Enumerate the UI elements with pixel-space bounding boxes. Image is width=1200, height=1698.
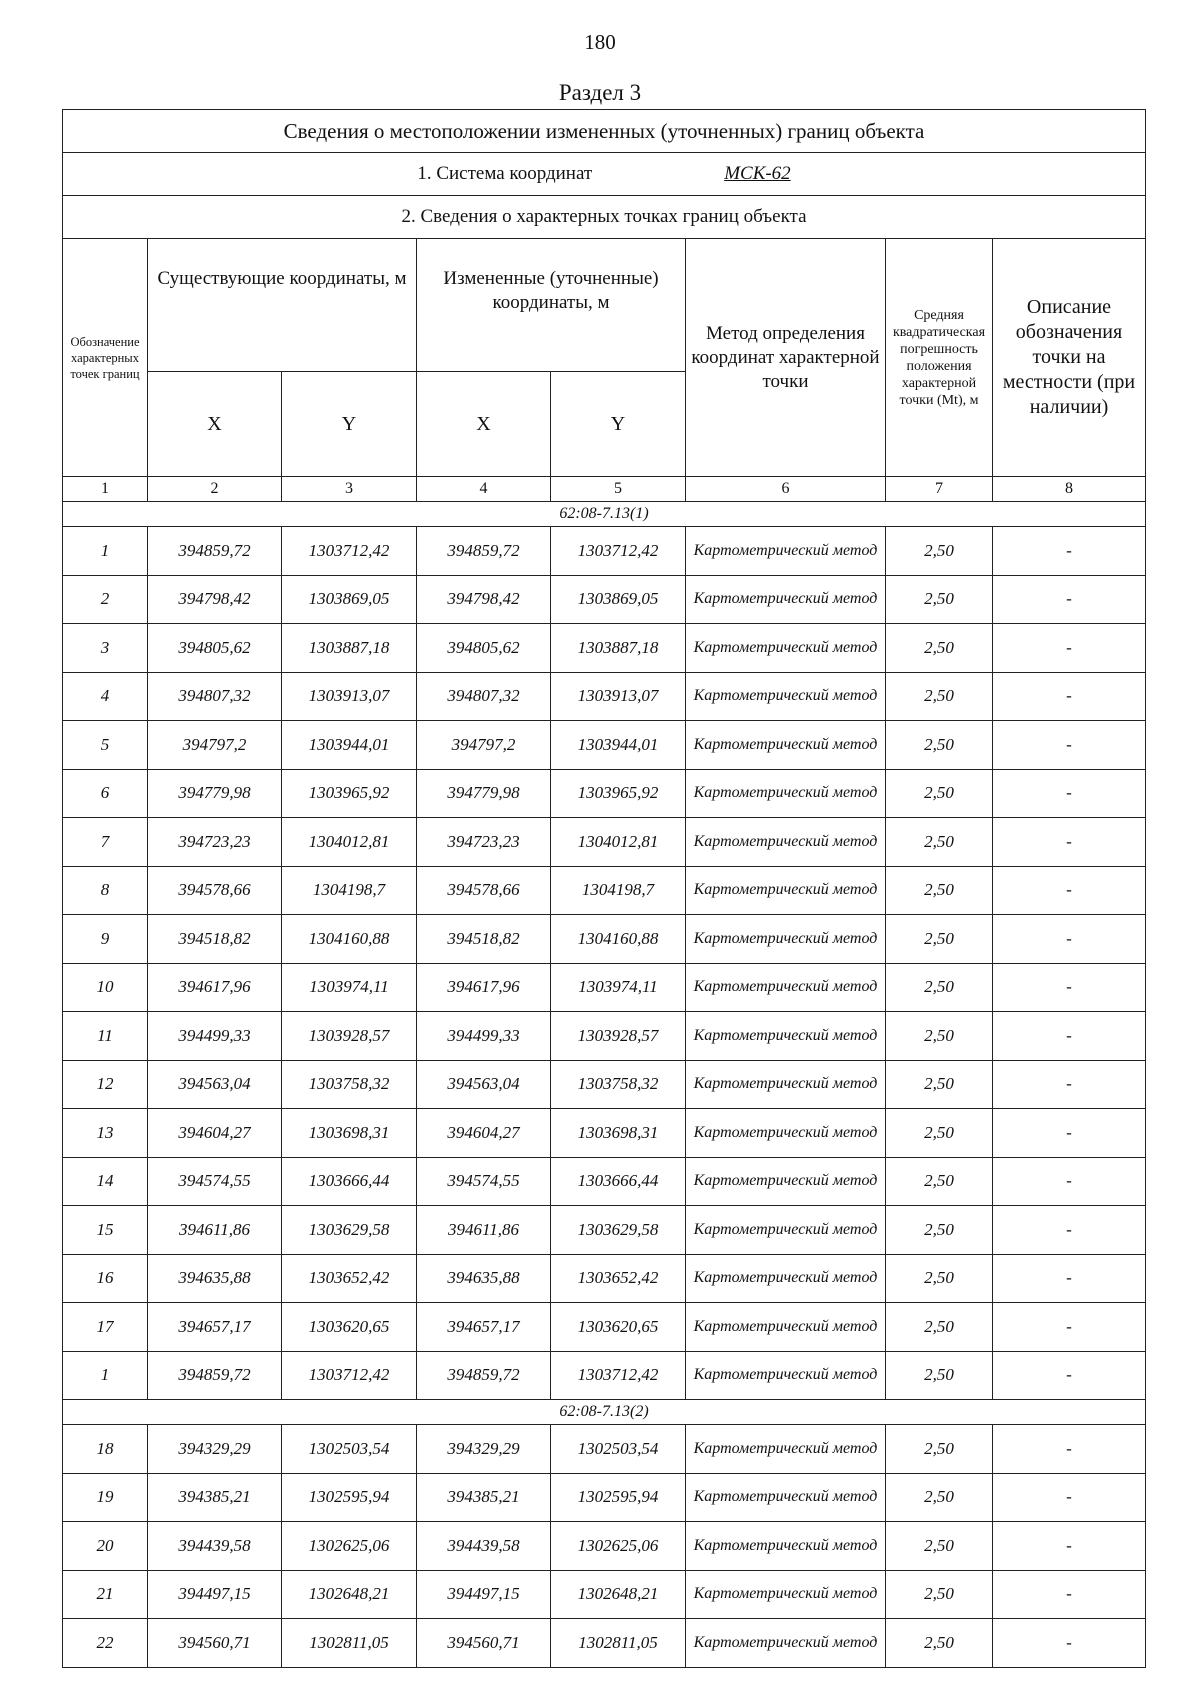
changed-y-cell: 1303629,58 [551,1206,686,1255]
existing-y-cell: 1303758,32 [282,1060,417,1109]
point-id-cell: 22 [63,1619,148,1668]
table-row [63,1351,1146,1400]
error-cell: 2,50 [886,769,993,818]
changed-y-cell: 1303698,31 [551,1109,686,1158]
point-id-cell: 15 [63,1206,148,1255]
changed-x-cell: 394859,72 [417,527,551,576]
column-number: 4 [417,477,551,502]
error-cell: 2,50 [886,672,993,721]
changed-y-cell: 1302648,21 [551,1570,686,1619]
method-cell: Картометрический метод [686,915,886,964]
changed-y-cell: 1303913,07 [551,672,686,721]
existing-y-cell: 1302503,54 [282,1425,417,1474]
existing-y-cell: 1303620,65 [282,1303,417,1352]
point-id-cell: 10 [63,963,148,1012]
coordinate-system-label: 1. Система координат [417,163,593,184]
existing-x-cell: 394329,29 [148,1425,282,1474]
description-cell: - [993,1351,1146,1400]
changed-x-cell: 394329,29 [417,1425,551,1474]
table-row [63,1303,1146,1352]
existing-y-cell: 1304012,81 [282,818,417,867]
description-cell: - [993,1473,1146,1522]
point-id-cell: 13 [63,1109,148,1158]
point-id-cell: 17 [63,1303,148,1352]
existing-y-cell: 1303928,57 [282,1012,417,1061]
existing-x-cell: 394807,32 [148,672,282,721]
group-row [63,1400,1146,1425]
method-cell: Картометрический метод [686,1157,886,1206]
description-cell: - [993,866,1146,915]
error-cell: 2,50 [886,1060,993,1109]
description-cell: - [993,818,1146,867]
description-cell: - [993,769,1146,818]
existing-y-cell: 1302811,05 [282,1619,417,1668]
description-cell: - [993,1012,1146,1061]
table-title: Сведения о местоположении измененных (уточненных) границ объекта [63,110,1146,153]
method-cell: Картометрический метод [686,672,886,721]
table-row [63,1109,1146,1158]
error-cell: 2,50 [886,1425,993,1474]
method-cell: Картометрический метод [686,866,886,915]
header-changed-x: X [417,372,551,477]
description-cell: - [993,1303,1146,1352]
point-id-cell: 11 [63,1012,148,1061]
point-id-cell: 6 [63,769,148,818]
error-cell: 2,50 [886,1303,993,1352]
changed-y-cell: 1303666,44 [551,1157,686,1206]
existing-x-cell: 394560,71 [148,1619,282,1668]
changed-x-cell: 394439,58 [417,1522,551,1571]
method-cell: Картометрический метод [686,1060,886,1109]
table-row [63,721,1146,770]
changed-y-cell: 1303869,05 [551,575,686,624]
point-id-cell: 3 [63,624,148,673]
existing-y-cell: 1303629,58 [282,1206,417,1255]
description-cell: - [993,1619,1146,1668]
header-method: Метод определения координат характерной точки [686,239,886,477]
group-name: 62:08-7.13(2) [63,1400,1146,1425]
error-cell: 2,50 [886,1157,993,1206]
existing-x-cell: 394499,33 [148,1012,282,1061]
description-cell: - [993,1425,1146,1474]
existing-x-cell: 394578,66 [148,866,282,915]
table-row [63,1522,1146,1571]
table-row [63,1619,1146,1668]
error-cell: 2,50 [886,1522,993,1571]
point-id-cell: 18 [63,1425,148,1474]
method-cell: Картометрический метод [686,1425,886,1474]
existing-y-cell: 1303944,01 [282,721,417,770]
error-cell: 2,50 [886,1109,993,1158]
changed-x-cell: 394779,98 [417,769,551,818]
method-cell: Картометрический метод [686,721,886,770]
changed-x-cell: 394807,32 [417,672,551,721]
error-cell: 2,50 [886,1570,993,1619]
point-id-cell: 4 [63,672,148,721]
error-cell: 2,50 [886,1619,993,1668]
coordinate-system-row [63,153,1146,196]
point-id-cell: 7 [63,818,148,867]
method-cell: Картометрический метод [686,1351,886,1400]
error-cell: 2,50 [886,1254,993,1303]
existing-x-cell: 394604,27 [148,1109,282,1158]
changed-y-cell: 1304198,7 [551,866,686,915]
header-changed-coords: Измененные (уточненные) координаты, м [417,239,686,372]
table-row [63,527,1146,576]
group-row [63,502,1146,527]
existing-y-cell: 1303913,07 [282,672,417,721]
existing-x-cell: 394779,98 [148,769,282,818]
description-cell: - [993,1109,1146,1158]
point-id-cell: 20 [63,1522,148,1571]
existing-x-cell: 394563,04 [148,1060,282,1109]
header-existing-x: X [148,372,282,477]
method-cell: Картометрический метод [686,769,886,818]
changed-y-cell: 1303758,32 [551,1060,686,1109]
table-row [63,1570,1146,1619]
existing-x-cell: 394859,72 [148,527,282,576]
changed-y-cell: 1303712,42 [551,1351,686,1400]
error-cell: 2,50 [886,818,993,867]
header-existing-y: Y [282,372,417,477]
error-cell: 2,50 [886,527,993,576]
table-row [63,1473,1146,1522]
point-id-cell: 14 [63,1157,148,1206]
method-cell: Картометрический метод [686,1012,886,1061]
column-number: 3 [282,477,417,502]
point-id-cell: 19 [63,1473,148,1522]
changed-y-cell: 1302595,94 [551,1473,686,1522]
table-row [63,624,1146,673]
coordinate-system-value: МСК-62 [724,163,791,184]
changed-y-cell: 1304012,81 [551,818,686,867]
changed-x-cell: 394798,42 [417,575,551,624]
description-cell: - [993,1060,1146,1109]
table-row [63,915,1146,964]
header-error: Средняя квадратическая погрешность положения характерной точки (Mt), м [886,239,993,477]
changed-x-cell: 394518,82 [417,915,551,964]
column-number: 6 [686,477,886,502]
method-cell: Картометрический метод [686,1473,886,1522]
table-row [63,1012,1146,1061]
description-cell: - [993,721,1146,770]
changed-x-cell: 394385,21 [417,1473,551,1522]
changed-x-cell: 394574,55 [417,1157,551,1206]
existing-x-cell: 394497,15 [148,1570,282,1619]
column-number: 2 [148,477,282,502]
existing-x-cell: 394611,86 [148,1206,282,1255]
description-cell: - [993,527,1146,576]
changed-y-cell: 1303712,42 [551,527,686,576]
existing-x-cell: 394617,96 [148,963,282,1012]
existing-x-cell: 394797,2 [148,721,282,770]
point-id-cell: 16 [63,1254,148,1303]
changed-x-cell: 394499,33 [417,1012,551,1061]
table-row [63,866,1146,915]
existing-x-cell: 394439,58 [148,1522,282,1571]
column-number: 7 [886,477,993,502]
error-cell: 2,50 [886,721,993,770]
group-name: 62:08-7.13(1) [63,502,1146,527]
changed-y-cell: 1303887,18 [551,624,686,673]
description-cell: - [993,915,1146,964]
description-cell: - [993,1157,1146,1206]
column-number: 1 [63,477,148,502]
table-row [63,818,1146,867]
changed-y-cell: 1303944,01 [551,721,686,770]
existing-y-cell: 1302595,94 [282,1473,417,1522]
error-cell: 2,50 [886,624,993,673]
table-row [63,1206,1146,1255]
table-row [63,963,1146,1012]
method-cell: Картометрический метод [686,1254,886,1303]
changed-x-cell: 394611,86 [417,1206,551,1255]
error-cell: 2,50 [886,915,993,964]
table-row [63,1254,1146,1303]
description-cell: - [993,672,1146,721]
description-cell: - [993,1206,1146,1255]
changed-x-cell: 394560,71 [417,1619,551,1668]
point-id-cell: 12 [63,1060,148,1109]
point-id-cell: 1 [63,527,148,576]
existing-y-cell: 1303666,44 [282,1157,417,1206]
table-row [63,769,1146,818]
existing-y-cell: 1303887,18 [282,624,417,673]
changed-y-cell: 1303652,42 [551,1254,686,1303]
changed-y-cell: 1302503,54 [551,1425,686,1474]
existing-x-cell: 394518,82 [148,915,282,964]
changed-x-cell: 394859,72 [417,1351,551,1400]
changed-x-cell: 394497,15 [417,1570,551,1619]
column-number: 5 [551,477,686,502]
existing-x-cell: 394798,42 [148,575,282,624]
changed-y-cell: 1304160,88 [551,915,686,964]
method-cell: Картометрический метод [686,575,886,624]
existing-y-cell: 1302648,21 [282,1570,417,1619]
error-cell: 2,50 [886,575,993,624]
header-existing-coords: Существующие координаты, м [148,239,417,372]
point-id-cell: 9 [63,915,148,964]
description-cell: - [993,1522,1146,1571]
method-cell: Картометрический метод [686,1522,886,1571]
existing-x-cell: 394574,55 [148,1157,282,1206]
existing-x-cell: 394723,23 [148,818,282,867]
table-row [63,672,1146,721]
point-id-cell: 8 [63,866,148,915]
header-point-id: Обозначение характерных точек границ [63,239,148,477]
description-cell: - [993,963,1146,1012]
header-changed-y: Y [551,372,686,477]
method-cell: Картометрический метод [686,818,886,867]
method-cell: Картометрический метод [686,963,886,1012]
changed-x-cell: 394617,96 [417,963,551,1012]
existing-x-cell: 394657,17 [148,1303,282,1352]
table-row [63,575,1146,624]
column-number: 8 [993,477,1146,502]
existing-x-cell: 394805,62 [148,624,282,673]
error-cell: 2,50 [886,1351,993,1400]
boundary-points-table [62,109,1146,1668]
existing-y-cell: 1303712,42 [282,527,417,576]
point-id-cell: 1 [63,1351,148,1400]
existing-y-cell: 1303974,11 [282,963,417,1012]
method-cell: Картометрический метод [686,1303,886,1352]
changed-y-cell: 1302625,06 [551,1522,686,1571]
error-cell: 2,50 [886,1012,993,1061]
method-cell: Картометрический метод [686,624,886,673]
error-cell: 2,50 [886,866,993,915]
description-cell: - [993,575,1146,624]
existing-y-cell: 1303698,31 [282,1109,417,1158]
point-id-cell: 21 [63,1570,148,1619]
existing-x-cell: 394635,88 [148,1254,282,1303]
description-cell: - [993,624,1146,673]
method-cell: Картометрический метод [686,1206,886,1255]
changed-y-cell: 1302811,05 [551,1619,686,1668]
method-cell: Картометрический метод [686,1570,886,1619]
description-cell: - [993,1570,1146,1619]
point-id-cell: 5 [63,721,148,770]
changed-y-cell: 1303620,65 [551,1303,686,1352]
table-row [63,1425,1146,1474]
changed-y-cell: 1303928,57 [551,1012,686,1061]
existing-y-cell: 1302625,06 [282,1522,417,1571]
points-section-label: 2. Сведения о характерных точках границ объекта [63,196,1146,239]
error-cell: 2,50 [886,1473,993,1522]
table-row [63,1157,1146,1206]
error-cell: 2,50 [886,963,993,1012]
description-cell: - [993,1254,1146,1303]
header-description: Описание обозначения точки на местности (при наличии) [993,239,1146,477]
page-number: 180 [584,30,616,54]
existing-y-cell: 1303869,05 [282,575,417,624]
changed-x-cell: 394578,66 [417,866,551,915]
table-row [63,1060,1146,1109]
changed-x-cell: 394805,62 [417,624,551,673]
existing-x-cell: 394385,21 [148,1473,282,1522]
existing-x-cell: 394859,72 [148,1351,282,1400]
changed-y-cell: 1303974,11 [551,963,686,1012]
changed-y-cell: 1303965,92 [551,769,686,818]
section-title: Раздел 3 [558,80,642,105]
method-cell: Картометрический метод [686,527,886,576]
existing-y-cell: 1303965,92 [282,769,417,818]
existing-y-cell: 1303712,42 [282,1351,417,1400]
error-cell: 2,50 [886,1206,993,1255]
changed-x-cell: 394723,23 [417,818,551,867]
changed-x-cell: 394604,27 [417,1109,551,1158]
existing-y-cell: 1304160,88 [282,915,417,964]
changed-x-cell: 394657,17 [417,1303,551,1352]
changed-x-cell: 394563,04 [417,1060,551,1109]
method-cell: Картометрический метод [686,1619,886,1668]
point-id-cell: 2 [63,575,148,624]
method-cell: Картометрический метод [686,1109,886,1158]
changed-x-cell: 394635,88 [417,1254,551,1303]
existing-y-cell: 1304198,7 [282,866,417,915]
changed-x-cell: 394797,2 [417,721,551,770]
column-number-row [63,477,1146,502]
existing-y-cell: 1303652,42 [282,1254,417,1303]
